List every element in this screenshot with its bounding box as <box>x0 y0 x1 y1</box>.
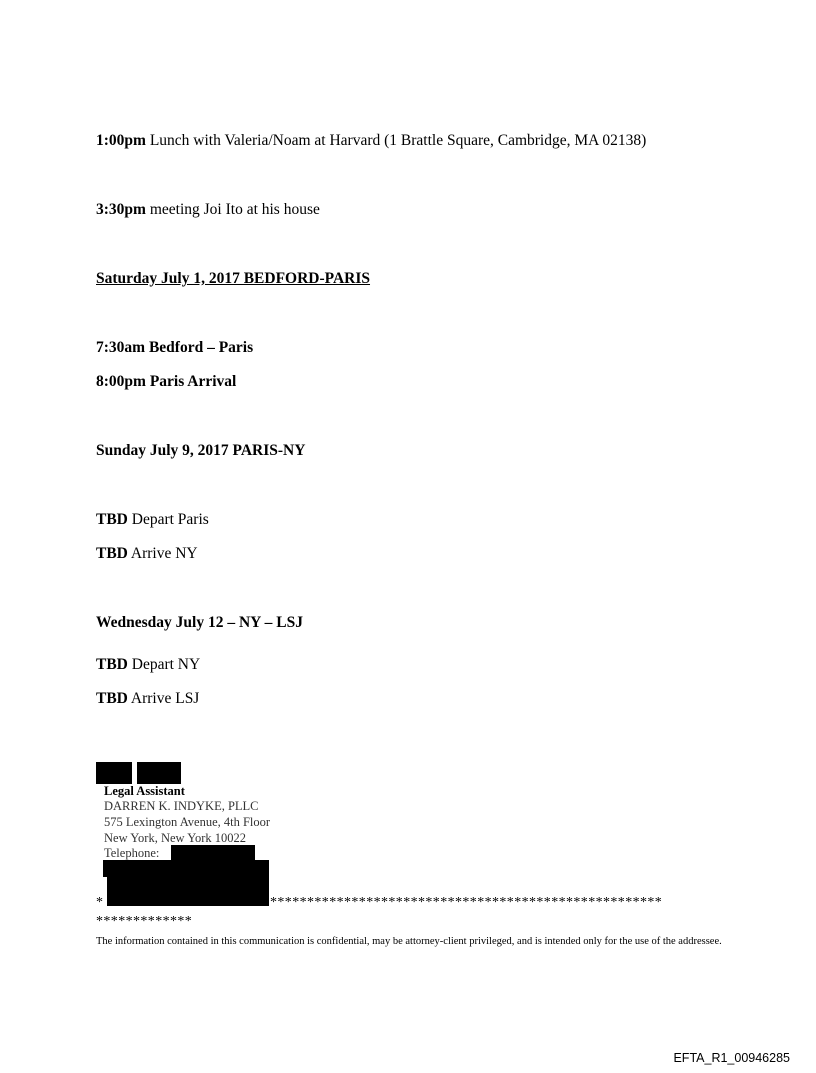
separator-lead: * <box>96 895 104 910</box>
document-id: EFTA_R1_00946285 <box>673 1051 790 1065</box>
signature-telephone-label: Telephone: <box>104 846 160 860</box>
entry-time: TBD <box>96 656 128 673</box>
wednesday-heading: Wednesday July 12 – NY – LSJ <box>96 614 303 631</box>
redaction-block <box>171 845 255 860</box>
entry-time: 3:30pm <box>96 201 146 218</box>
redaction-block <box>137 762 181 784</box>
redaction-block <box>103 860 269 877</box>
separator-line: ************* <box>96 914 193 929</box>
arrive-lsj-entry <box>96 690 199 708</box>
redaction-block <box>107 876 269 906</box>
confidentiality-disclaimer: The information contained in this communication is confidential, may be attorney-client privileged, and is intended only for the use of the addressee. <box>96 936 722 947</box>
entry-text: Arrive NY <box>127 545 198 562</box>
lunch-entry <box>96 132 646 150</box>
entry-text: Lunch with Valeria/Noam at Harvard (1 Brattle Square, Cambridge, MA 02138) <box>145 132 647 149</box>
entry-time: TBD <box>96 690 128 707</box>
entry-text: Depart NY <box>127 656 201 673</box>
bedford-paris-entry: 7:30am Bedford – Paris <box>96 339 254 356</box>
entry-time: 1:00pm <box>96 132 146 149</box>
signature-title: Legal Assistant <box>104 784 185 798</box>
entry-text: meeting Joi Ito at his house <box>145 201 320 218</box>
depart-ny-entry <box>96 656 200 674</box>
signature-address-line2: New York, New York 10022 <box>104 831 247 845</box>
meeting-entry <box>96 201 320 219</box>
redaction-block <box>96 762 132 784</box>
signature-address-line1: 575 Lexington Avenue, 4th Floor <box>104 815 271 829</box>
paris-arrival-entry: 8:00pm Paris Arrival <box>96 373 237 390</box>
entry-time: TBD <box>96 511 128 528</box>
depart-paris-entry <box>96 511 209 529</box>
sunday-heading: Sunday July 9, 2017 PARIS-NY <box>96 442 306 459</box>
entry-text: Depart Paris <box>127 511 209 528</box>
separator-line: ***************************************************** <box>270 895 663 910</box>
signature-firm: DARREN K. INDYKE, PLLC <box>104 799 259 813</box>
entry-text: Arrive LSJ <box>127 690 200 707</box>
arrive-ny-entry <box>96 545 198 563</box>
saturday-heading: Saturday July 1, 2017 BEDFORD-PARIS <box>96 270 371 287</box>
entry-time: TBD <box>96 545 128 562</box>
